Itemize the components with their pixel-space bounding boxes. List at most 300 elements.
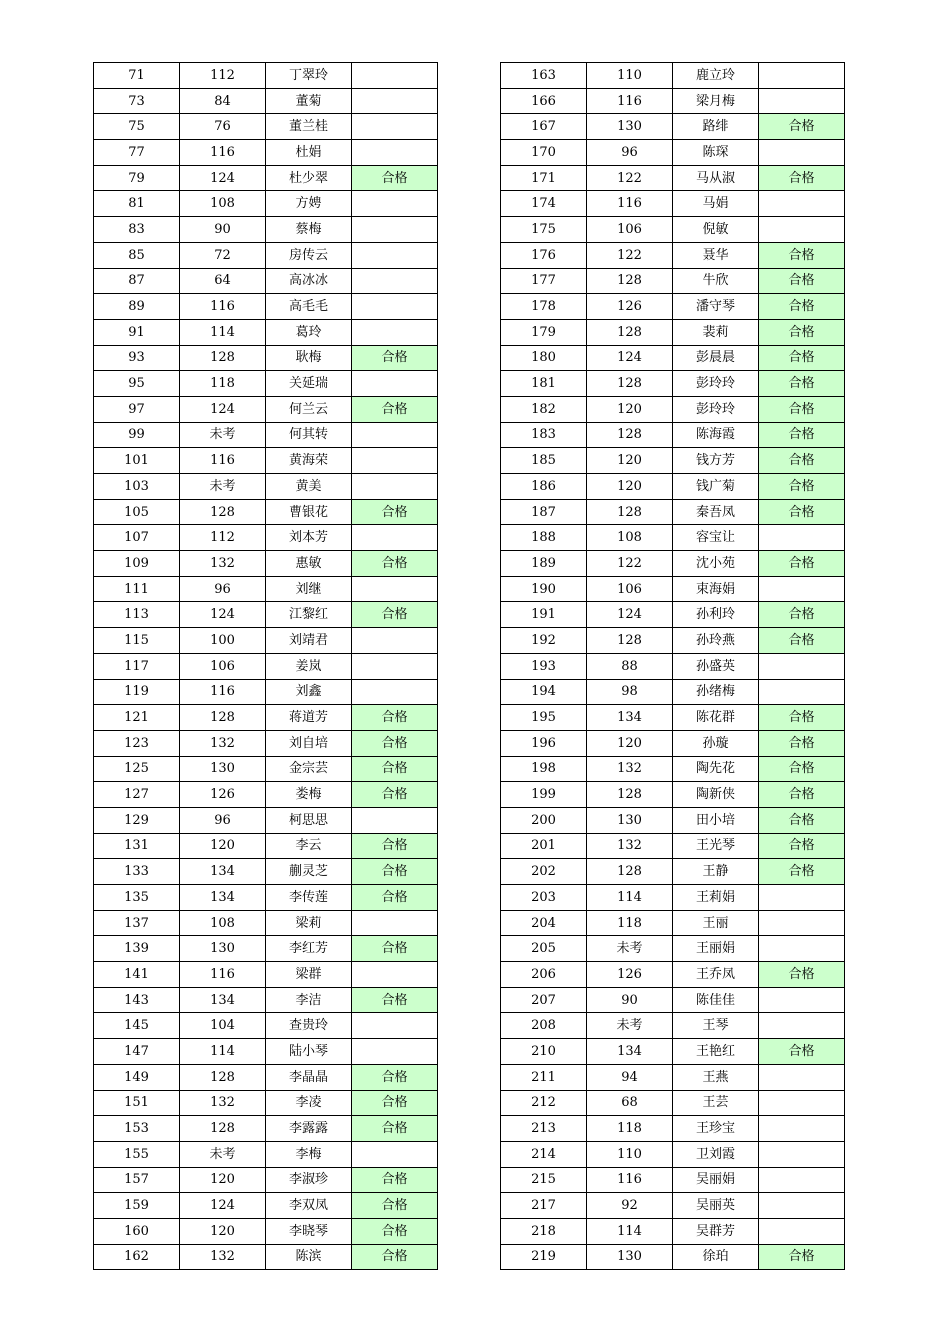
table-row [94, 936, 438, 962]
result-cell: 合格 [352, 705, 438, 731]
table-row [501, 499, 845, 525]
name-cell: 彭玲玲 [673, 371, 759, 397]
table-row [94, 987, 438, 1013]
table-row [94, 448, 438, 474]
result-cell [352, 140, 438, 166]
table-row [501, 551, 845, 577]
row-number-cell: 139 [94, 936, 180, 962]
table-row [501, 422, 845, 448]
table-row [94, 217, 438, 243]
score-cell: 128 [587, 268, 673, 294]
name-cell: 王乔凤 [673, 962, 759, 988]
table-row [94, 551, 438, 577]
result-cell [352, 910, 438, 936]
name-cell: 钱广菊 [673, 474, 759, 500]
table-row [94, 653, 438, 679]
score-cell: 114 [587, 1218, 673, 1244]
row-number-cell: 181 [501, 371, 587, 397]
row-number-cell: 151 [94, 1090, 180, 1116]
roster-table-right-body [501, 63, 845, 1270]
roster-table-left [93, 62, 438, 1270]
table-row [501, 448, 845, 474]
table-row [501, 1090, 845, 1116]
result-cell: 合格 [759, 422, 845, 448]
result-cell [759, 576, 845, 602]
name-cell: 李晶晶 [266, 1064, 352, 1090]
score-cell: 106 [587, 576, 673, 602]
name-cell: 何其转 [266, 422, 352, 448]
score-cell: 130 [180, 936, 266, 962]
name-cell: 江黎红 [266, 602, 352, 628]
row-number-cell: 198 [501, 756, 587, 782]
row-number-cell: 75 [94, 114, 180, 140]
score-cell: 132 [587, 756, 673, 782]
result-cell: 合格 [352, 1244, 438, 1270]
name-cell: 陆小琴 [266, 1039, 352, 1065]
table-row [94, 268, 438, 294]
row-number-cell: 167 [501, 114, 587, 140]
score-cell: 90 [180, 217, 266, 243]
name-cell: 柯思思 [266, 807, 352, 833]
table-row [94, 525, 438, 551]
row-number-cell: 194 [501, 679, 587, 705]
row-number-cell: 212 [501, 1090, 587, 1116]
name-cell: 王光琴 [673, 833, 759, 859]
table-row [501, 268, 845, 294]
result-cell [352, 114, 438, 140]
result-cell: 合格 [759, 165, 845, 191]
row-number-cell: 175 [501, 217, 587, 243]
name-cell: 王艳红 [673, 1039, 759, 1065]
table-row [501, 987, 845, 1013]
name-cell: 孙玲燕 [673, 628, 759, 654]
score-cell: 未考 [587, 936, 673, 962]
name-cell: 吴丽英 [673, 1193, 759, 1219]
score-cell: 120 [587, 448, 673, 474]
row-number-cell: 176 [501, 242, 587, 268]
row-number-cell: 193 [501, 653, 587, 679]
table-row [501, 63, 845, 89]
table-row [94, 705, 438, 731]
table-row [94, 885, 438, 911]
name-cell: 容宝让 [673, 525, 759, 551]
table-row [501, 217, 845, 243]
table-row [94, 1116, 438, 1142]
name-cell: 陈琛 [673, 140, 759, 166]
table-row [94, 114, 438, 140]
name-cell: 刘自培 [266, 730, 352, 756]
name-cell: 沈小苑 [673, 551, 759, 577]
table-row [94, 191, 438, 217]
row-number-cell: 81 [94, 191, 180, 217]
result-cell [352, 525, 438, 551]
score-cell: 128 [180, 345, 266, 371]
name-cell: 李梅 [266, 1141, 352, 1167]
result-cell [352, 807, 438, 833]
name-cell: 丁翠玲 [266, 63, 352, 89]
table-row [501, 730, 845, 756]
name-cell: 关延瑞 [266, 371, 352, 397]
score-cell: 124 [180, 1193, 266, 1219]
name-cell: 聂华 [673, 242, 759, 268]
row-number-cell: 174 [501, 191, 587, 217]
table-row [501, 859, 845, 885]
result-cell: 合格 [352, 396, 438, 422]
result-cell [759, 140, 845, 166]
row-number-cell: 189 [501, 551, 587, 577]
table-row [501, 1244, 845, 1270]
table-row [94, 1090, 438, 1116]
name-cell: 黄海荣 [266, 448, 352, 474]
result-cell [352, 191, 438, 217]
score-cell: 122 [587, 242, 673, 268]
table-row [94, 1064, 438, 1090]
table-row [94, 833, 438, 859]
name-cell: 牛欣 [673, 268, 759, 294]
score-cell: 100 [180, 628, 266, 654]
name-cell: 孙盛英 [673, 653, 759, 679]
name-cell: 姜岚 [266, 653, 352, 679]
table-row [94, 319, 438, 345]
row-number-cell: 89 [94, 294, 180, 320]
row-number-cell: 185 [501, 448, 587, 474]
score-cell: 126 [587, 294, 673, 320]
name-cell: 吴丽娟 [673, 1167, 759, 1193]
table-row [94, 730, 438, 756]
result-cell: 合格 [759, 499, 845, 525]
result-cell [352, 217, 438, 243]
row-number-cell: 195 [501, 705, 587, 731]
result-cell: 合格 [352, 936, 438, 962]
table-row [501, 242, 845, 268]
row-number-cell: 202 [501, 859, 587, 885]
name-cell: 陈佳佳 [673, 987, 759, 1013]
result-cell: 合格 [759, 833, 845, 859]
score-cell: 110 [587, 63, 673, 89]
name-cell: 田小培 [673, 807, 759, 833]
result-cell [759, 1218, 845, 1244]
name-cell: 刘靖君 [266, 628, 352, 654]
table-row [501, 910, 845, 936]
result-cell: 合格 [352, 499, 438, 525]
name-cell: 吴群芳 [673, 1218, 759, 1244]
row-number-cell: 182 [501, 396, 587, 422]
name-cell: 王丽 [673, 910, 759, 936]
row-number-cell: 178 [501, 294, 587, 320]
table-row [501, 1218, 845, 1244]
result-cell [352, 474, 438, 500]
table-row [501, 1116, 845, 1142]
row-number-cell: 101 [94, 448, 180, 474]
table-row [94, 1167, 438, 1193]
name-cell: 惠敏 [266, 551, 352, 577]
score-cell: 132 [587, 833, 673, 859]
name-cell: 陈花群 [673, 705, 759, 731]
result-cell [352, 268, 438, 294]
table-row [94, 242, 438, 268]
table-row [94, 371, 438, 397]
score-cell: 128 [587, 499, 673, 525]
score-cell: 134 [587, 705, 673, 731]
row-number-cell: 211 [501, 1064, 587, 1090]
result-cell: 合格 [759, 859, 845, 885]
result-cell [759, 679, 845, 705]
result-cell: 合格 [352, 1193, 438, 1219]
row-number-cell: 187 [501, 499, 587, 525]
row-number-cell: 85 [94, 242, 180, 268]
result-cell [759, 88, 845, 114]
row-number-cell: 103 [94, 474, 180, 500]
table-row [94, 345, 438, 371]
score-cell: 120 [180, 1167, 266, 1193]
row-number-cell: 143 [94, 987, 180, 1013]
table-row [501, 628, 845, 654]
result-cell: 合格 [352, 165, 438, 191]
result-cell: 合格 [759, 1244, 845, 1270]
name-cell: 梁莉 [266, 910, 352, 936]
result-cell [352, 1039, 438, 1065]
row-number-cell: 180 [501, 345, 587, 371]
score-cell: 128 [180, 499, 266, 525]
name-cell: 刘继 [266, 576, 352, 602]
result-cell [759, 217, 845, 243]
result-cell [352, 576, 438, 602]
result-cell: 合格 [759, 730, 845, 756]
score-cell: 64 [180, 268, 266, 294]
result-cell: 合格 [352, 859, 438, 885]
result-cell: 合格 [352, 1167, 438, 1193]
row-number-cell: 218 [501, 1218, 587, 1244]
name-cell: 李双凤 [266, 1193, 352, 1219]
score-cell: 108 [180, 910, 266, 936]
result-cell: 合格 [759, 396, 845, 422]
result-cell: 合格 [352, 987, 438, 1013]
table-row [501, 1193, 845, 1219]
table-row [501, 1141, 845, 1167]
name-cell: 王珍宝 [673, 1116, 759, 1142]
result-cell: 合格 [759, 782, 845, 808]
table-row [94, 63, 438, 89]
table-row [94, 859, 438, 885]
score-cell: 96 [587, 140, 673, 166]
score-cell: 120 [587, 730, 673, 756]
table-row [94, 1193, 438, 1219]
result-cell [759, 1064, 845, 1090]
row-number-cell: 155 [94, 1141, 180, 1167]
row-number-cell: 109 [94, 551, 180, 577]
score-cell: 132 [180, 1244, 266, 1270]
name-cell: 杜娟 [266, 140, 352, 166]
result-cell: 合格 [759, 602, 845, 628]
score-cell: 116 [180, 679, 266, 705]
row-number-cell: 95 [94, 371, 180, 397]
table-row [94, 422, 438, 448]
row-number-cell: 129 [94, 807, 180, 833]
row-number-cell: 111 [94, 576, 180, 602]
row-number-cell: 127 [94, 782, 180, 808]
table-row [94, 396, 438, 422]
result-cell: 合格 [759, 1039, 845, 1065]
score-cell: 112 [180, 525, 266, 551]
table-row [501, 936, 845, 962]
row-number-cell: 133 [94, 859, 180, 885]
row-number-cell: 206 [501, 962, 587, 988]
table-row [94, 782, 438, 808]
name-cell: 彭玲玲 [673, 396, 759, 422]
table-row [501, 396, 845, 422]
result-cell: 合格 [352, 730, 438, 756]
name-cell: 鹿立玲 [673, 63, 759, 89]
row-number-cell: 163 [501, 63, 587, 89]
row-number-cell: 123 [94, 730, 180, 756]
name-cell: 李露露 [266, 1116, 352, 1142]
table-row [94, 1039, 438, 1065]
name-cell: 高冰冰 [266, 268, 352, 294]
result-cell [759, 1090, 845, 1116]
score-cell: 118 [180, 371, 266, 397]
row-number-cell: 159 [94, 1193, 180, 1219]
row-number-cell: 153 [94, 1116, 180, 1142]
name-cell: 钱方芳 [673, 448, 759, 474]
row-number-cell: 215 [501, 1167, 587, 1193]
score-cell: 90 [587, 987, 673, 1013]
score-cell: 128 [180, 705, 266, 731]
score-cell: 108 [587, 525, 673, 551]
name-cell: 王琴 [673, 1013, 759, 1039]
result-cell [352, 1141, 438, 1167]
table-row [94, 679, 438, 705]
result-cell: 合格 [759, 628, 845, 654]
result-cell [759, 987, 845, 1013]
score-cell: 134 [587, 1039, 673, 1065]
name-cell: 梁月梅 [673, 88, 759, 114]
table-row [94, 1218, 438, 1244]
name-cell: 查贵玲 [266, 1013, 352, 1039]
name-cell: 倪敏 [673, 217, 759, 243]
row-number-cell: 213 [501, 1116, 587, 1142]
result-cell: 合格 [759, 705, 845, 731]
table-row [501, 576, 845, 602]
score-cell: 132 [180, 730, 266, 756]
table-row [501, 1167, 845, 1193]
result-cell: 合格 [352, 1116, 438, 1142]
row-number-cell: 77 [94, 140, 180, 166]
row-number-cell: 71 [94, 63, 180, 89]
score-cell: 134 [180, 987, 266, 1013]
result-cell [759, 653, 845, 679]
row-number-cell: 179 [501, 319, 587, 345]
result-cell: 合格 [352, 602, 438, 628]
score-cell: 132 [180, 551, 266, 577]
result-cell: 合格 [759, 294, 845, 320]
table-row [94, 910, 438, 936]
result-cell [352, 88, 438, 114]
table-row [94, 1244, 438, 1270]
score-cell: 104 [180, 1013, 266, 1039]
score-cell: 118 [587, 1116, 673, 1142]
row-number-cell: 192 [501, 628, 587, 654]
name-cell: 李红芳 [266, 936, 352, 962]
score-cell: 134 [180, 859, 266, 885]
result-cell: 合格 [759, 962, 845, 988]
score-cell: 88 [587, 653, 673, 679]
score-cell: 126 [180, 782, 266, 808]
score-cell: 114 [180, 319, 266, 345]
score-cell: 124 [180, 396, 266, 422]
score-cell: 120 [587, 474, 673, 500]
name-cell: 蔡梅 [266, 217, 352, 243]
row-number-cell: 170 [501, 140, 587, 166]
score-cell: 124 [180, 165, 266, 191]
name-cell: 蒯灵芝 [266, 859, 352, 885]
table-row [501, 653, 845, 679]
result-cell [759, 885, 845, 911]
table-row [501, 1039, 845, 1065]
score-cell: 未考 [180, 1141, 266, 1167]
table-row [94, 499, 438, 525]
row-number-cell: 210 [501, 1039, 587, 1065]
result-cell [352, 319, 438, 345]
name-cell: 潘守琴 [673, 294, 759, 320]
name-cell: 杜少翠 [266, 165, 352, 191]
row-number-cell: 147 [94, 1039, 180, 1065]
row-number-cell: 183 [501, 422, 587, 448]
result-cell [759, 910, 845, 936]
row-number-cell: 208 [501, 1013, 587, 1039]
roster-table-right [500, 62, 845, 1270]
score-cell: 128 [587, 422, 673, 448]
table-row [501, 679, 845, 705]
score-cell: 106 [587, 217, 673, 243]
result-cell: 合格 [352, 1064, 438, 1090]
row-number-cell: 217 [501, 1193, 587, 1219]
score-cell: 124 [587, 602, 673, 628]
score-cell: 116 [180, 140, 266, 166]
score-cell: 126 [587, 962, 673, 988]
row-number-cell: 115 [94, 628, 180, 654]
table-row [94, 1013, 438, 1039]
score-cell: 128 [587, 319, 673, 345]
name-cell: 董兰桂 [266, 114, 352, 140]
row-number-cell: 119 [94, 679, 180, 705]
row-number-cell: 207 [501, 987, 587, 1013]
name-cell: 王莉娟 [673, 885, 759, 911]
row-number-cell: 190 [501, 576, 587, 602]
table-row [501, 756, 845, 782]
name-cell: 孙绪梅 [673, 679, 759, 705]
result-cell [352, 371, 438, 397]
result-cell: 合格 [759, 268, 845, 294]
name-cell: 马娟 [673, 191, 759, 217]
result-cell [352, 1013, 438, 1039]
score-cell: 124 [587, 345, 673, 371]
row-number-cell: 135 [94, 885, 180, 911]
result-cell [759, 1141, 845, 1167]
score-cell: 98 [587, 679, 673, 705]
score-cell: 108 [180, 191, 266, 217]
name-cell: 李洁 [266, 987, 352, 1013]
result-cell [759, 1193, 845, 1219]
table-row [94, 602, 438, 628]
score-cell: 130 [180, 756, 266, 782]
name-cell: 秦吾凤 [673, 499, 759, 525]
score-cell: 116 [587, 88, 673, 114]
name-cell: 金宗芸 [266, 756, 352, 782]
result-cell [352, 679, 438, 705]
score-cell: 130 [587, 1244, 673, 1270]
score-cell: 116 [587, 1167, 673, 1193]
name-cell: 葛玲 [266, 319, 352, 345]
